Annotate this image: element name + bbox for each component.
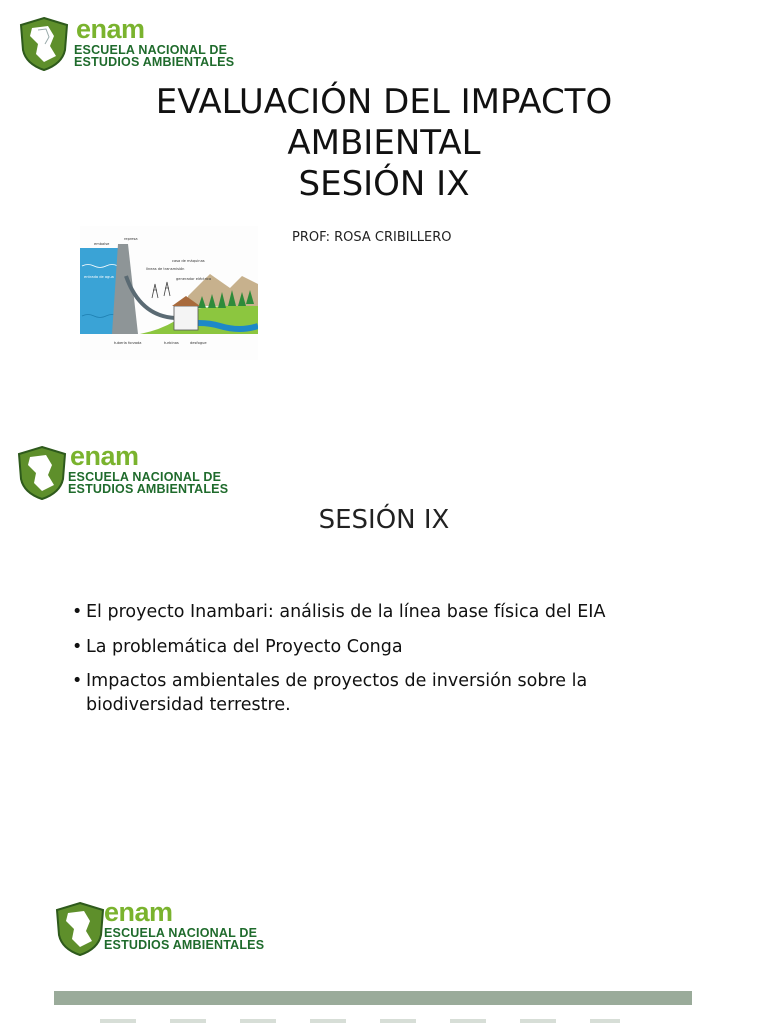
- logo-line-2: ESTUDIOS AMBIENTALES: [104, 938, 265, 952]
- list-item: • La problemática del Proyecto Conga: [72, 636, 672, 660]
- label-turbinas: turbinas: [164, 341, 179, 345]
- list-item: • Impactos ambientales de proyectos de inversión sobre la biodiversidad terrestre.: [72, 670, 672, 717]
- faded-text-row: [100, 1019, 620, 1023]
- title-line-2: AMBIENTAL: [287, 122, 481, 163]
- logo-line-1: ESCUELA NACIONAL DE: [104, 926, 258, 940]
- professor-name: PROF: ROSA CRIBILLERO: [292, 230, 452, 245]
- topic-list: [72, 601, 672, 729]
- logo-line-2: ESTUDIOS AMBIENTALES: [68, 482, 229, 496]
- title-line-1: EVALUACIÓN DEL IMPACTO: [155, 82, 613, 122]
- label-desfogue: desfogue: [190, 341, 207, 345]
- slide-1: [0, 0, 768, 400]
- logo-brand: enam: [70, 441, 139, 471]
- logo-line-1: ESCUELA NACIONAL DE: [68, 470, 222, 484]
- logo-brand: enam: [104, 897, 173, 927]
- title-line-3: SESIÓN IX: [298, 163, 470, 204]
- session-title: SESIÓN IX: [318, 505, 450, 535]
- enam-logo: [54, 897, 284, 957]
- shield-icon: [16, 445, 68, 501]
- hydroelectric-diagram: [80, 226, 258, 360]
- label-represa: represa: [124, 237, 138, 241]
- logo-line-2: ESTUDIOS AMBIENTALES: [74, 55, 235, 69]
- shield-icon: [18, 16, 70, 72]
- logo-brand: enam: [76, 14, 145, 44]
- page-title: [0, 82, 768, 204]
- enam-logo: [16, 441, 246, 501]
- label-tuberia: tubería forzada: [114, 341, 142, 345]
- list-item: • El proyecto Inambari: análisis de la línea base física del EIA: [72, 601, 672, 625]
- slide-3: [0, 885, 768, 1024]
- logo-line-1: ESCUELA NACIONAL DE: [74, 43, 228, 57]
- shield-icon: [54, 901, 106, 957]
- slide-2: [0, 425, 768, 865]
- label-embalse: embalse: [94, 242, 110, 246]
- label-entrada: entrada de agua: [84, 275, 114, 279]
- enam-logo: [18, 16, 248, 72]
- header-bar: [54, 991, 692, 1005]
- label-lineas: líneas de transmisión: [146, 267, 185, 271]
- label-generador: generador eléctrico: [176, 277, 212, 281]
- label-casa: casa de máquinas: [172, 259, 205, 263]
